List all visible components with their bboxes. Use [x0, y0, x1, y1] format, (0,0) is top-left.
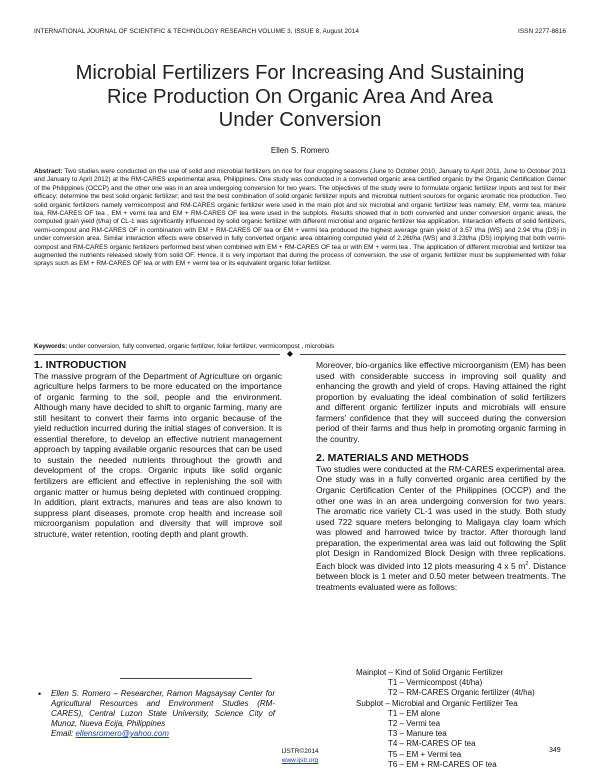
abstract-text: Two studies were conducted on the use of solid and microbial fertilizers on rice for four cropping seasons (June to October 2010, January to April 2011, June to October 2011 and January to April 2012) at the RM-CARES experimental area, Philippines. One study was conducted in a converted organic area certified organic by the Organic Certification Center of the Philippines (OCCP) and the other one was in an area undergoing conversion for two years. The objectives of the study were to formulate organic fertilizer inputs and test for their efficacy; determine the best solid organic fertilizer; and test the best combination of solid organic fertilizer inputs and microbial nutrient sources for organic aromatic rice production. Two solid organic fertilizers namely vermicompost and RM-CARES organic fertilizer were used in the main plot and six microbial and organic fertilizer teas namely; EM, vermi tea, manure tea, RM-CARES OF tea , EM + vermi tea and EM + RM-CARES OF tea were used in the subplots. Results showed that in both converted and under conversion organic areas, the computed grain yield (t/ha) of CL-1 was significantly influenced by solid organic fertilizer with different microbial and organic fertilizer tea application. Interaction effects of solid fertilizers, vermi-compost and RM-CARES OF in combination with EM + RM-CARES OF tea or EM + vermi tea produced the highest average grain yield of 3.57 t/ha (WS) and 2.94 t/ha (DS) in under conversion area. Similar interaction effects were observed in fully converted organic area obtaining computed yield of 2.26t/ha (WS) and 3.23t/ha (DS) implying that both vermi-compost and RM-CARES organic fertilizers performed best when combined with EM + RM-CARES OF tea or with EM + vermi tea . The application of different microbial and fertilizer tea augmented the nutrients released slowly from solid OF. Hence, it is very important that during the process of conversion, the use of organic fertilizer must be supplemented with foliar sprays such as EM + RM-CARES OF tea or with EM + vermi tea or its equivalent organic foliar fertilizer.	[34, 168, 566, 268]
treatment-item: T5 – EM + Vermi tea	[388, 749, 462, 759]
journal-header: INTERNATIONAL JOURNAL OF SCIENTIFIC & TECHNOLOGY RESEARCH VOLUME 3, ISSUE 8, August 2014	[34, 28, 359, 35]
affiliation-text: Ellen S. Romero – Researcher, Ramon Magsaysay Center for Agricultural Resources and Environment Studies (RM-CARES), Central Luzon State University, Science City of Munoz, Nueva Ecija, Philippines	[51, 689, 275, 728]
treatment-item: T2 – Vermi tea	[388, 719, 441, 729]
footer-website-link[interactable]: www.ijstr.org	[281, 757, 319, 764]
issn: ISSN 2277-8616	[518, 28, 566, 35]
title-line: Rice Production On Organic Area And Area	[106, 85, 494, 108]
abstract-label: Abstract:	[34, 168, 63, 175]
moreover-paragraph: Moreover, bio-organics like effective microorganism (EM) has been used with considerable success in improving soil quality and enhancing the growth and yield of crops. Having attained the right proportion by evaluating the ideal combination of solid fertilizers and different organic fertilizer inputs and microbials will ensure farmers' confidence that they will succeed during the conversion period of their farms and thus help in promoting organic farming in the country.	[316, 360, 566, 444]
mainplot-heading: Mainplot – Kind of Solid Organic Fertilizer	[356, 668, 504, 677]
diamond-icon: ◆	[286, 349, 294, 358]
treatment-item: T1 – EM alone	[388, 708, 441, 718]
keywords-text: under conversion, fully converted, organic fertilizer, foliar fertilizer, vermicompost , microbials	[69, 343, 335, 350]
divider-line-right	[300, 354, 566, 355]
footnote-rule	[120, 678, 252, 679]
abstract	[34, 168, 566, 269]
bullet-icon: •	[38, 689, 42, 699]
left-column	[34, 360, 282, 539]
right-column	[316, 360, 566, 592]
title-line: Under Conversion	[218, 109, 382, 131]
section-heading-methods: 2. MATERIALS AND METHODS	[316, 452, 469, 465]
page-number: 349	[549, 747, 561, 754]
email-link[interactable]: ellensromero@yahoo.com	[75, 729, 169, 738]
author-affiliation	[51, 689, 275, 739]
treatment-item: T2 – RM-CARES Organic fertilizer (4t/ha)	[388, 688, 535, 698]
keywords	[34, 343, 566, 351]
subplot-heading: Subplot – Microbial and Organic Fertilizer Tea	[356, 698, 518, 708]
paper-title	[34, 62, 566, 133]
keywords-label: Keywords:	[34, 343, 68, 350]
methods-text-part: . Distance between block is 1 meter and 0.50 meter between treatments. The treatments evaluated were as follows:	[316, 560, 567, 592]
methods-text	[316, 464, 566, 592]
introduction-text: The massive program of the Department of Agriculture on organic agriculture helps farmers to be more educated on the importance of organic farming to the soil, people and the environment. Although many have decided to shift to organic farming, many are still hesitant to convert their farms into organic because of the yield reduction incurred during the initial stages of conversion. It is essential therefore, to develop an effective nutrient management approach by tapping available organic resources that can be used to sustain the needed nutrients throughout the growth and development of the crops. Organic inputs like solid organic fertilizers are efficient and effective in replenishing the soil with organic matter or humus being depleted with continued cropping. In addition, plant extracts, manures and teas are also known to suppress plant diseases, promote crop health and increase soil microorganism population and diversity that will improve soil structure, water retention, rooting depth and plant growth.	[34, 370, 282, 539]
author-name: Ellen S. Romero	[270, 146, 330, 155]
title-line: Microbial Fertilizers For Increasing And Sustaining	[75, 62, 525, 84]
superscript: 2	[525, 560, 529, 567]
section-heading-introduction: 1. INTRODUCTION	[34, 359, 127, 371]
treatment-item: T3 – Manure tea	[388, 729, 447, 739]
footer-copyright: IJSTR©2014	[281, 748, 319, 755]
treatment-item: T1 – Vermicompost (4t/ha)	[388, 678, 483, 688]
divider-line-left	[34, 354, 280, 355]
methods-text-part: Two studies were conducted at the RM-CARES experimental area. One study was in a fully converted organic area certified by the Organic Certification Center of the Philippines (OCCP) and the other one was in an area undergoing conversion for two years. The aromatic rice variety CL-1 was used in the study. Both study used 722 square meters belonging to Maligaya clay loam which was plowed and harrowed twice by tractor. After thorough land preparation, the experimental area was laid out following the Split plot Design in Randomized Block Design with three replications. Each block was divided into 12 plots measuring 4 x 5 m	[316, 463, 566, 571]
treatment-item: T4 – RM-CARES OF tea	[388, 739, 476, 749]
email-label: Email:	[51, 729, 74, 738]
treatment-item: T6 – EM + RM-CARES OF tea	[388, 759, 497, 769]
